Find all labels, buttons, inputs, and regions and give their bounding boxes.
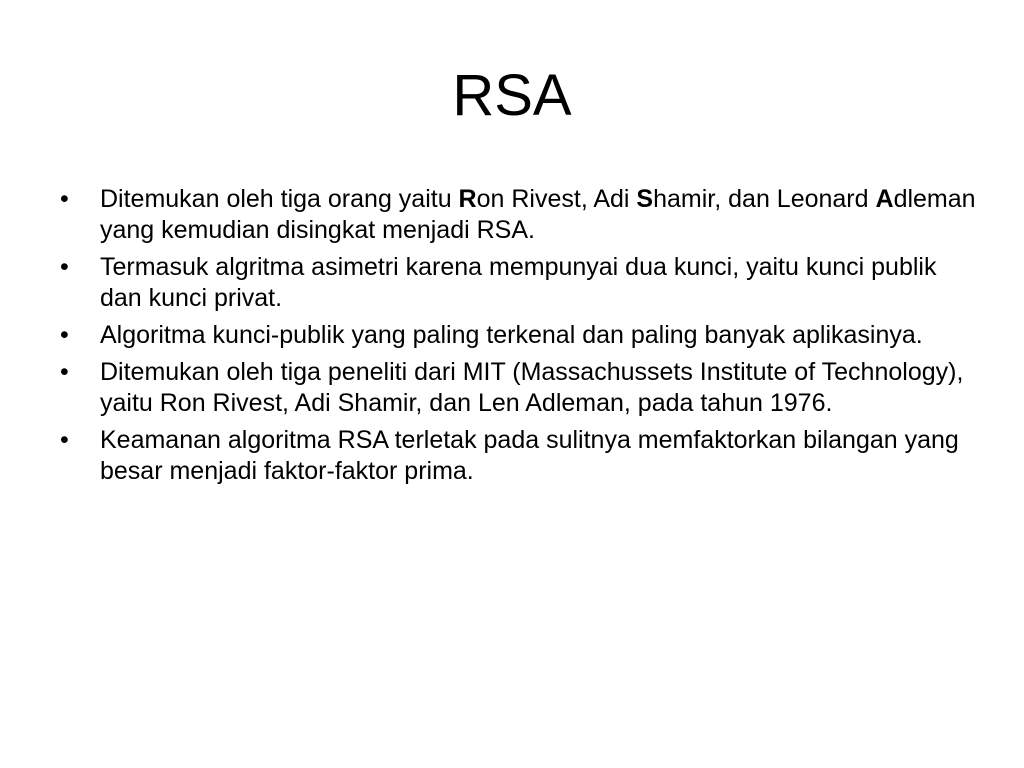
- bullet-item: [56, 184, 976, 246]
- bullet-marker: •: [60, 185, 69, 213]
- bullet-text-bold-part: A: [875, 185, 894, 213]
- bullet-text-part: on Rivest, Adi: [476, 185, 637, 213]
- bullet-text: [100, 185, 976, 244]
- bullet-marker: •: [60, 253, 69, 281]
- bullet-item: [56, 320, 976, 351]
- bullet-item: [56, 357, 976, 419]
- bullet-text-bold-part: R: [458, 185, 477, 213]
- bullet-text-bold-part: S: [636, 185, 654, 213]
- bullet-marker: •: [60, 358, 69, 386]
- bullet-list: [56, 184, 976, 493]
- bullet-text: Ditemukan oleh tiga peneliti dari MIT (Massachussets Institute of Technology), yaitu Ron Rivest, Adi Shamir, dan Len Adleman, pada tahun 1976.: [100, 358, 964, 417]
- bullet-item: [56, 252, 976, 314]
- bullet-text: Keamanan algoritma RSA terletak pada sulitnya memfaktorkan bilangan yang besar menjadi faktor-faktor prima.: [100, 426, 959, 485]
- bullet-marker: •: [60, 321, 69, 349]
- bullet-item: [56, 425, 976, 487]
- slide-title: RSA: [452, 63, 572, 128]
- bullet-text-part: dleman yang kemudian disingkat menjadi RSA.: [100, 185, 976, 244]
- bullet-text-part: Ditemukan oleh tiga orang yaitu: [100, 185, 459, 213]
- bullet-marker: •: [60, 426, 69, 454]
- bullet-text: Termasuk algritma asimetri karena mempunyai dua kunci, yaitu kunci publik dan kunci privat.: [100, 253, 937, 312]
- bullet-text: Algoritma kunci-publik yang paling terkenal dan paling banyak aplikasinya.: [100, 321, 923, 349]
- bullet-text-part: hamir, dan Leonard: [653, 185, 876, 213]
